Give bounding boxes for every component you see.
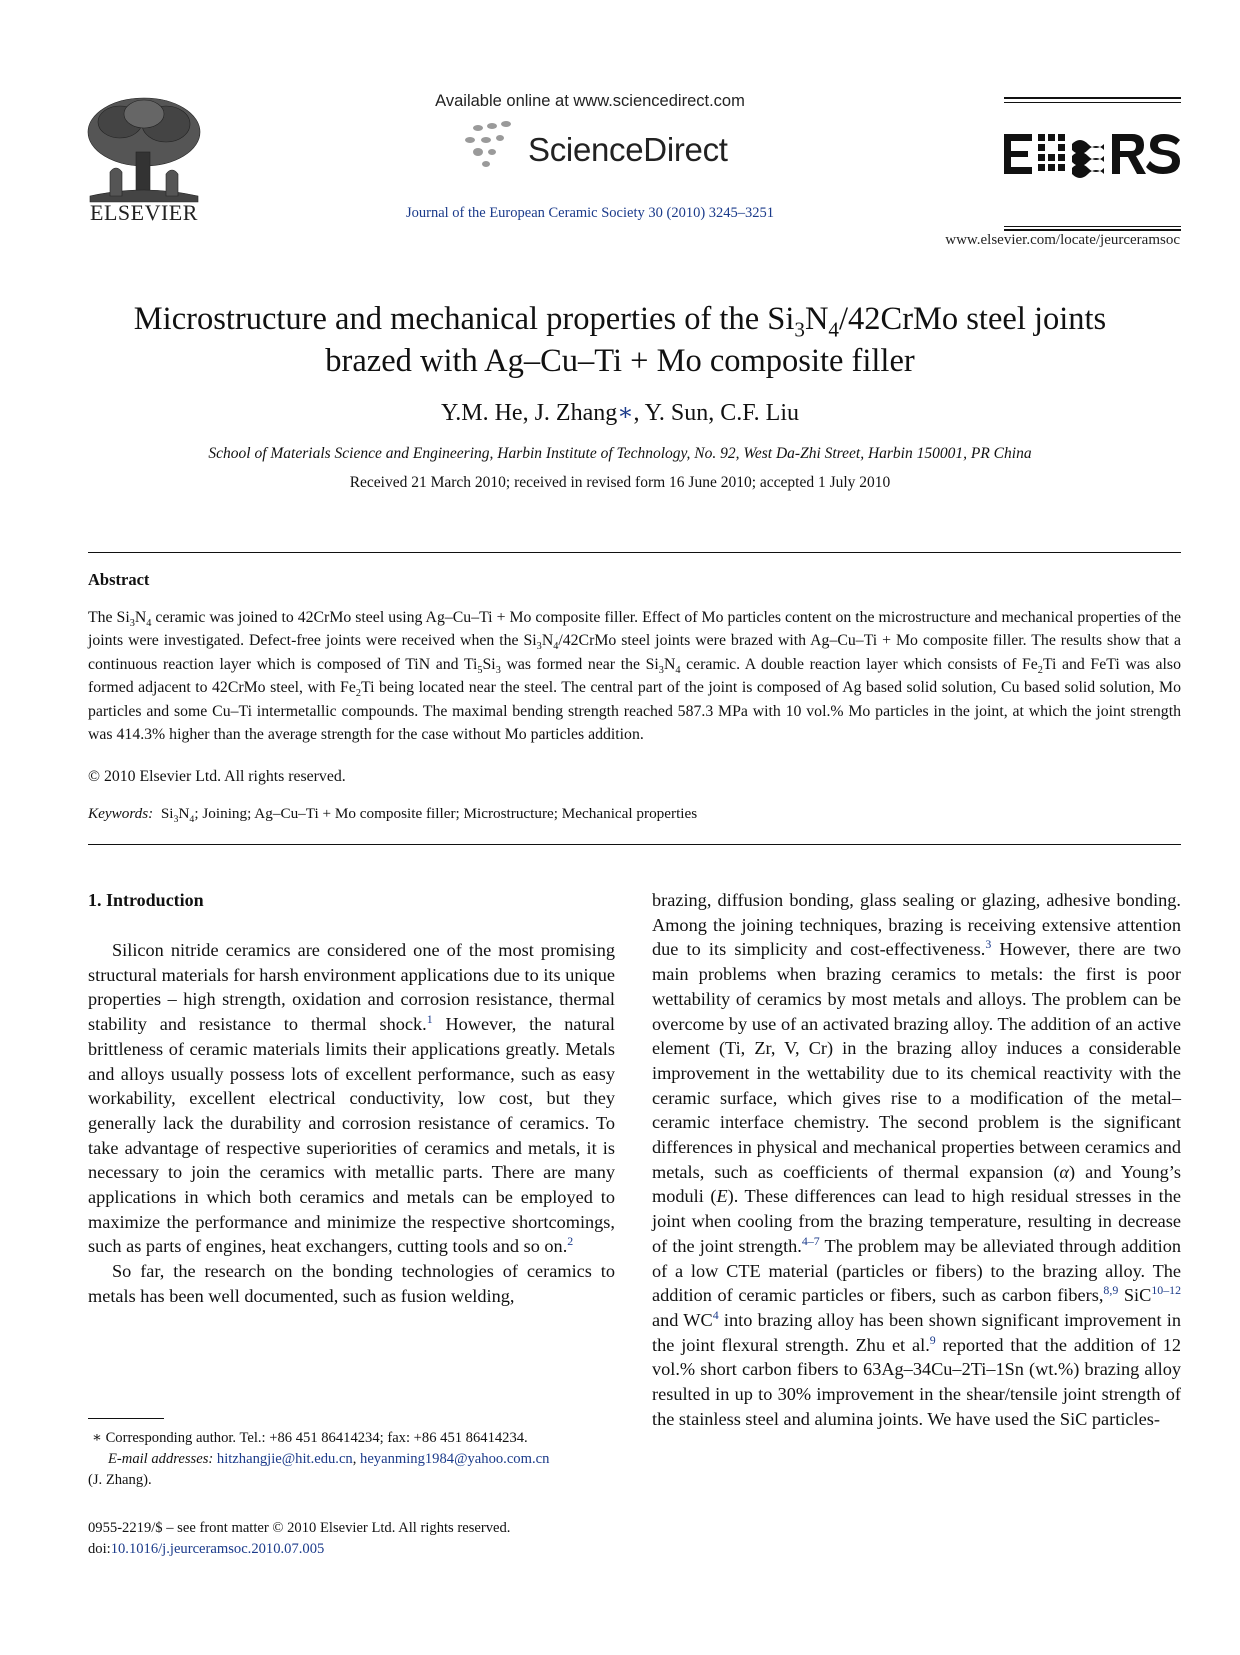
citation-link[interactable]: 3 bbox=[985, 937, 992, 952]
journal-website-link[interactable]: www.elsevier.com/locate/jeurceramsoc bbox=[945, 232, 1180, 248]
citation-link[interactable]: 2 bbox=[567, 1234, 574, 1249]
copyright-notice: © 2010 Elsevier Ltd. All rights reserved. bbox=[88, 768, 346, 785]
abstract-bottom-rule bbox=[88, 844, 1181, 845]
received-dates: Received 21 March 2010; received in revised form 16 June 2010; accepted 1 July 2010 bbox=[349, 474, 891, 491]
issn-line: 0955-2219/$ – see front matter © 2010 Elsevier Ltd. All rights reserved. bbox=[88, 1520, 511, 1536]
email-label: E-mail addresses: bbox=[108, 1451, 214, 1467]
keywords-list: Joining; Ag–Cu–Ti + Mo composite filler; Microstructure; Mechanical properties bbox=[202, 805, 698, 822]
keywords-line: Keywords: $Si_3N_4$; Joining; Ag–Cu–Ti + Mo composite filler; Microstructure; Mechanical properties bbox=[88, 805, 698, 826]
body-paragraph: Silicon nitride ceramics are considered one of the most promising structural materials for harsh environment applications due to its unique properties – high strength, oxidation and corrosion resistance, thermal stability and resistance to thermal shock.$^1$ However, the natural brittleness of ceramic materials limits their applications greatly. Metals and alloys usually possess lots of excellent performance, such as easy workability, excellent electrical conductivity, low cost, but they generally lack the durability and corrosion resistance of ceramics. To take advantage of respective superiorities of ceramics and metals, it is necessary to join the ceramics with metallic parts. There are many applications in which both ceramics and metals can be employed to maximize the performance and minimize the respective shortcomings, such as parts of engines, heat exchangers, cutting tools and so on.$^2$ bbox=[88, 940, 616, 1257]
available-online-text: Available online at www.sciencedirect.com bbox=[435, 92, 745, 110]
article-title bbox=[60, 298, 1180, 382]
title-text: /42CrMo steel joints bbox=[838, 301, 1107, 337]
doi-link[interactable]: 10.1016/j.jeurceramsoc.2010.07.005 bbox=[110, 1541, 325, 1557]
affiliation: School of Materials Science and Engineering, Harbin Institute of Technology, No. 92, West Da-Zhi Street, Harbin 150001, PR China bbox=[208, 445, 1032, 462]
header-rule bbox=[1004, 226, 1181, 227]
citation-link[interactable]: 4–7 bbox=[801, 1233, 820, 1248]
header-rule bbox=[1004, 229, 1181, 231]
title-text: N bbox=[804, 301, 829, 337]
email-owner: (J. Zhang). bbox=[88, 1472, 152, 1488]
email-line: E-mail addresses: hitzhangjie@hit.edu.cn, heyanming1984@yahoo.com.cn bbox=[108, 1451, 550, 1467]
citation-link[interactable]: 9 bbox=[929, 1332, 936, 1347]
author-names: , Y. Sun, C.F. Liu bbox=[633, 400, 799, 426]
title-text: Microstructure and mechanical properties of the Si bbox=[133, 301, 795, 337]
section-heading-introduction: 1. Introduction bbox=[88, 890, 204, 910]
abstract-text: The $Si_3N_4$ ceramic was joined to 42CrMo steel using Ag–Cu–Ti + Mo composite filler. Effect of Mo particles content on the microstructure and mechanical properties of the joints were investigated. Defect-free joints were received when the $Si_3N_4/42CrMo$ steel joints were brazed with Ag–Cu–Ti + Mo composite filler. The results show that a continuous reaction layer which is composed of TiN and $Ti_5Si_3$ was formed near the $Si_3N_4$ ceramic. A double reaction layer which consists of $Fe_2Ti$ and FeTi was also formed adjacent to 42CrMo steel, with $Fe_2Ti$ being located near the steel. The central part of the joint is composed of Ag based solid solution, Cu based solid solution, Mo particles and some Cu–Ti intermetallic compounds. The maximal bending strength reached 587.3 MPa with 10 vol.% Mo particles in the joint, at which the joint strength was 414.3% higher than the average strength for the case without Mo particles addition. bbox=[88, 609, 1181, 744]
body-column-right bbox=[652, 888, 1181, 1431]
elsevier-wordmark: ELSEVIER bbox=[90, 200, 198, 225]
abstract-top-rule bbox=[88, 552, 1181, 553]
header-rule bbox=[1004, 97, 1181, 99]
title-text: brazed with Ag–Cu–Ti + Mo composite filler bbox=[325, 343, 915, 379]
citation-link[interactable]: 1 bbox=[426, 1012, 433, 1027]
email-link[interactable]: heyanming1984@yahoo.com.cn bbox=[360, 1451, 550, 1467]
doi-line bbox=[88, 1539, 615, 1560]
citation-link[interactable]: 8,9 bbox=[1103, 1283, 1119, 1298]
footnote bbox=[88, 1428, 615, 1491]
keywords-label: Keywords: bbox=[88, 805, 154, 822]
corresponding-author-marker[interactable]: ∗ bbox=[617, 400, 634, 426]
header-rule bbox=[1004, 102, 1181, 103]
author-list bbox=[60, 398, 1180, 427]
title-subscript: 3 bbox=[794, 317, 805, 342]
corresponding-author-note: ∗ Corresponding author. Tel.: +86 451 86414234; fax: +86 451 86414234. bbox=[92, 1430, 528, 1446]
journal-reference-link[interactable]: Journal of the European Ceramic Society 30 (2010) 3245–3251 bbox=[405, 205, 775, 221]
citation-link[interactable]: 4 bbox=[712, 1307, 719, 1322]
citation-link[interactable]: 10–12 bbox=[1151, 1283, 1181, 1298]
body-column-left bbox=[88, 938, 615, 1309]
footnote-rule bbox=[88, 1418, 164, 1419]
doi-label: doi: bbox=[88, 1541, 111, 1557]
front-matter-info bbox=[88, 1518, 615, 1560]
title-subscript: 4 bbox=[828, 317, 839, 342]
email-link[interactable]: hitzhangjie@hit.edu.cn bbox=[216, 1451, 353, 1467]
abstract-heading: Abstract bbox=[88, 570, 150, 589]
body-paragraph: brazing, diffusion bonding, glass sealing or glazing, adhesive bonding. Among the joining techniques, brazing is receiving extensive attention due to its simplicity and cost-effectiveness.$^3$ However, there are two main problems when brazing ceramics to metals: the first is poor wettability of ceramics by most metals and alloys. The problem can be overcome by use of an activated brazing alloy. The addition of an active element (Ti, Zr, V, Cr) in the brazing alloy induces a considerable improvement in the wettability due to its chemical reactivity with the ceramic surface, which gives rise to a modification of the metal–ceramic interface chemistry. The second problem is the significant differences in physical and mechanical properties between ceramics and metals, such as coefficients of thermal expansion (α) and Young’s moduli (E). These differences can lead to high residual stresses in the joint when cooling from the brazing temperature, resulting in decrease of the joint strength.$^{4-7}$ The problem may be alleviated through addition of a low CTE material (particles or fibers) to the brazing alloy. The addition of ceramic particles or fibers, such as carbon fibers,$^{8,9}$ SiC$^{10-12}$ and $WC^4$ into brazing alloy has been shown significant improvement in the joint flexural strength. Zhu et al.$^9$ reported that the addition of 12 vol.% short carbon fibers to 63Ag–34Cu–2Ti–1Sn (wt.%) brazing alloy resulted in up to 30% improvement in the shear/tensile joint strength of the stainless steel and alumina joints. We have used the SiC particles- bbox=[652, 890, 1182, 1429]
body-paragraph: So far, the research on the bonding technologies of ceramics to metals has been well documented, such as fusion welding, bbox=[88, 1261, 615, 1306]
author-names: Y.M. He, J. Zhang bbox=[441, 400, 618, 426]
sciencedirect-wordmark: ScienceDirect bbox=[528, 131, 728, 168]
ecers-society-logo bbox=[1004, 130, 1181, 178]
